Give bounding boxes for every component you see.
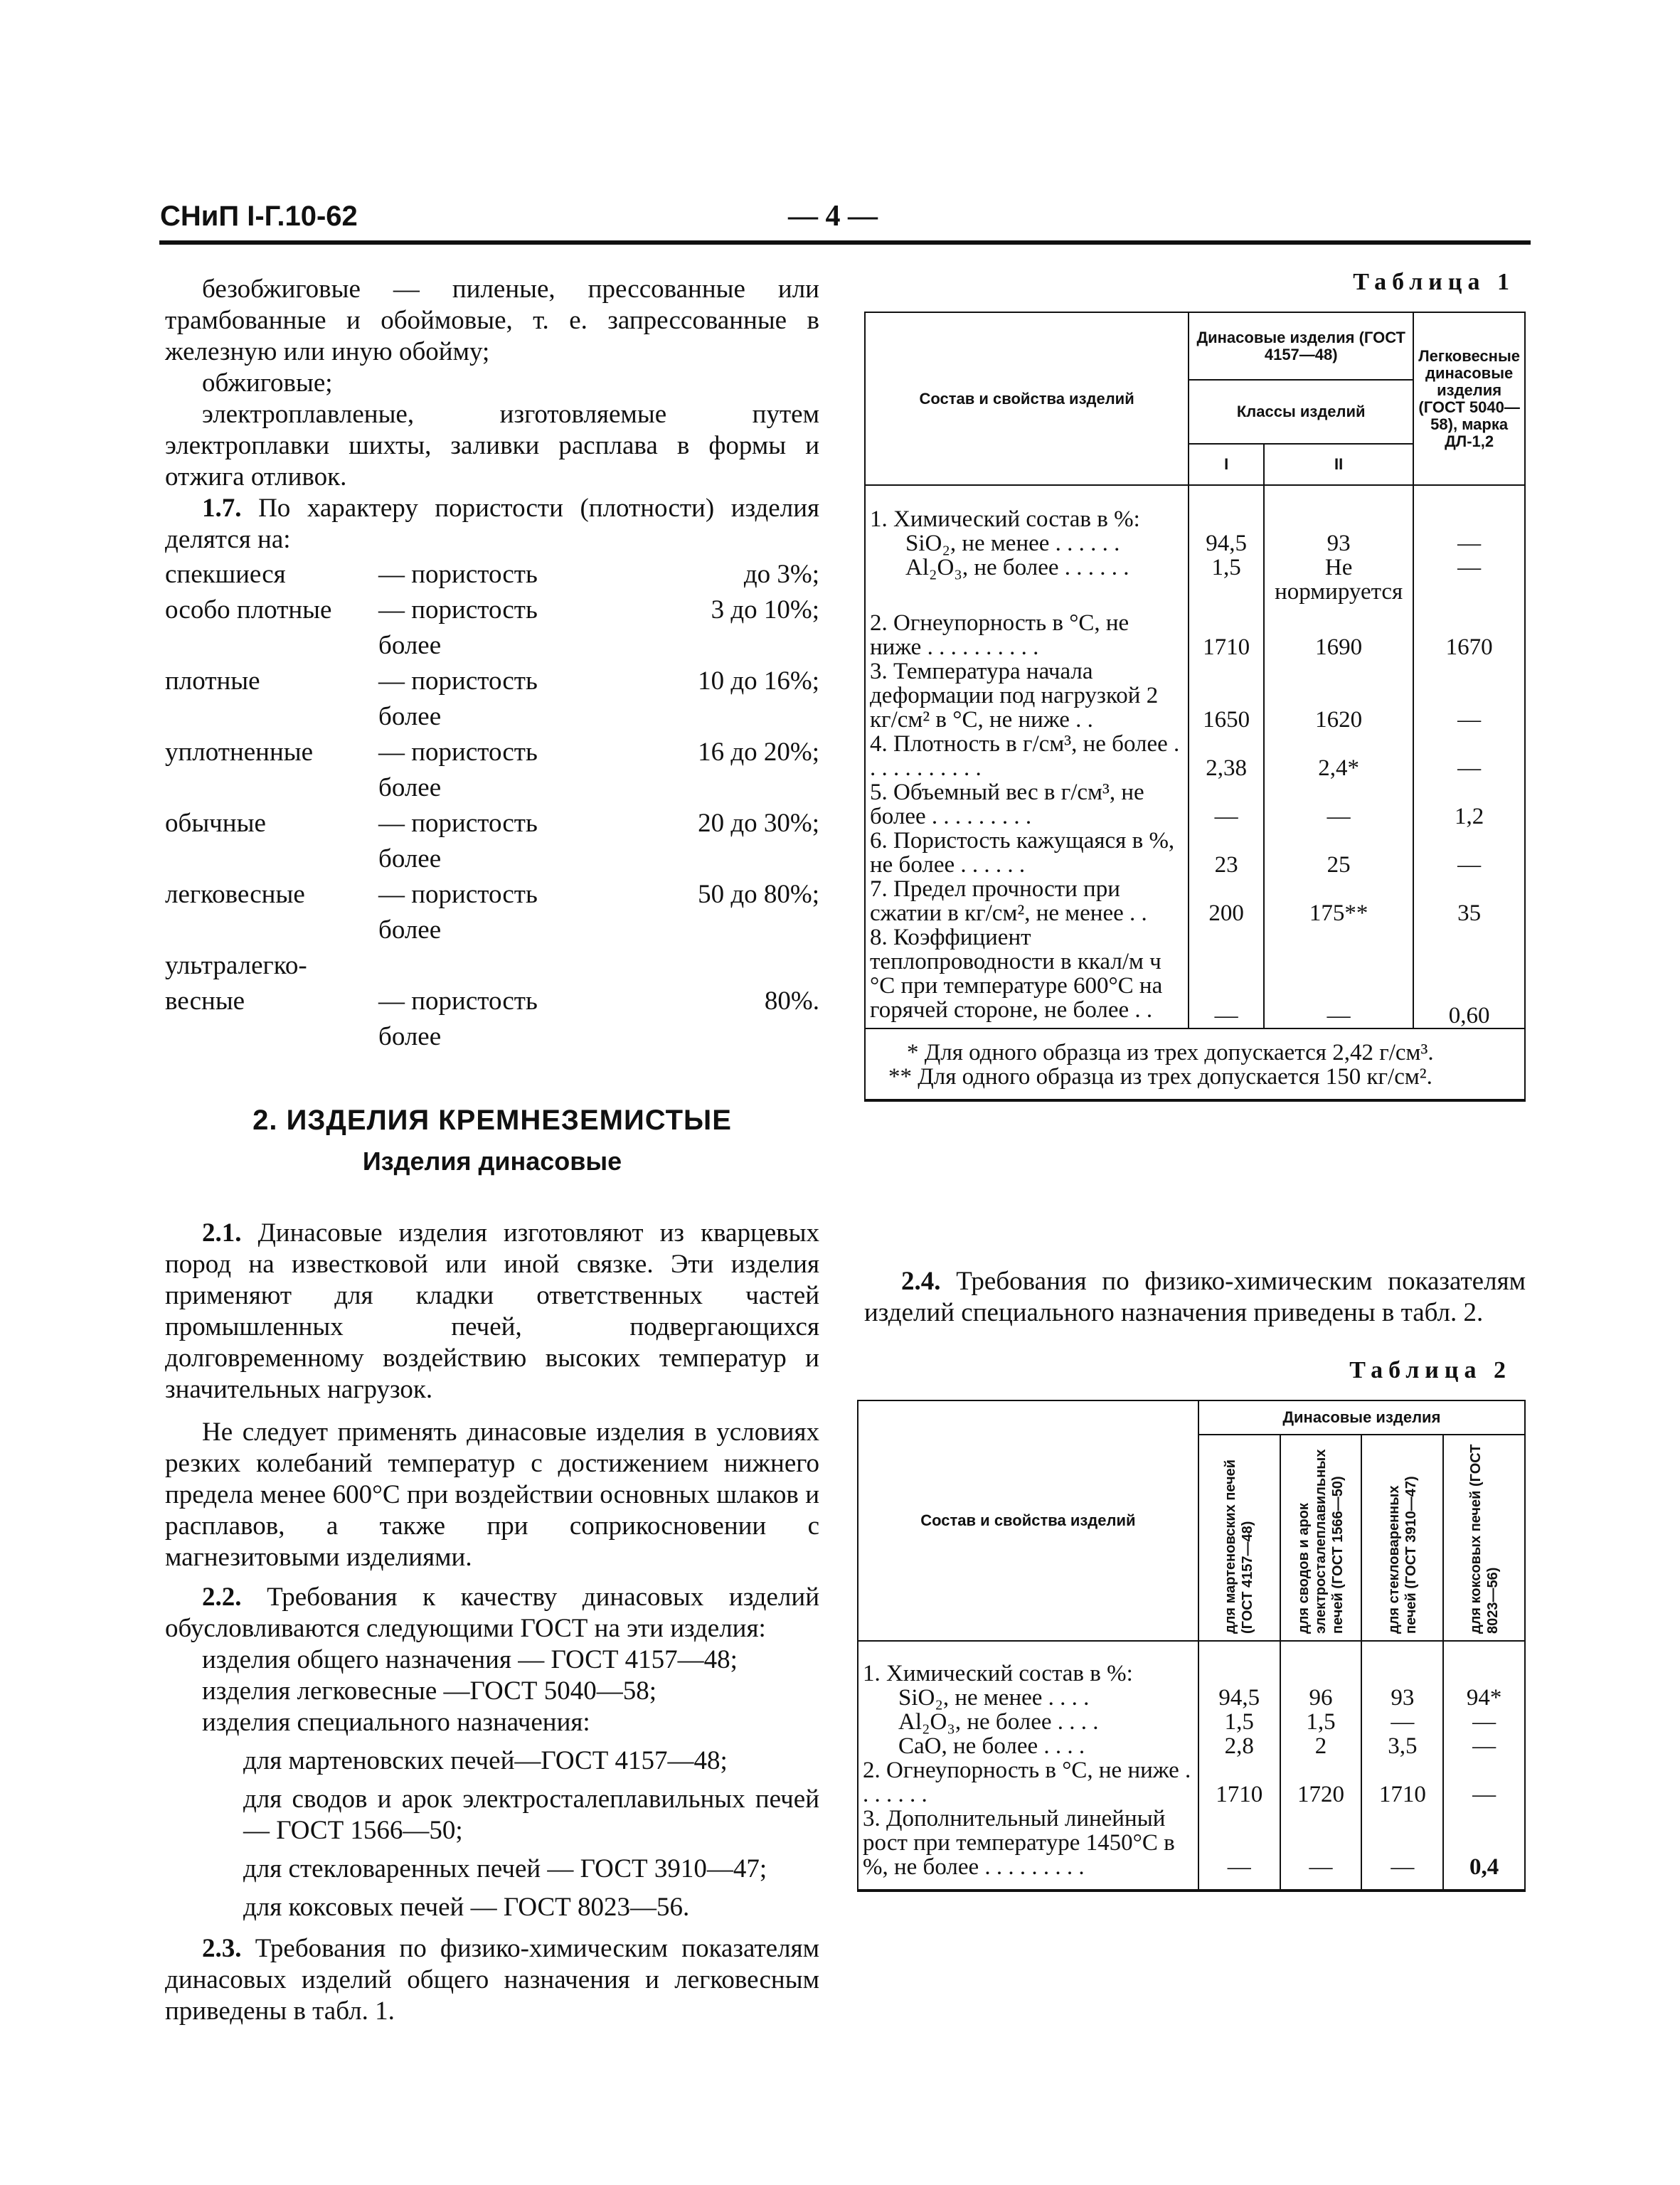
gost-subitem: для сводов и арок электросталеплавильных печей — ГОСТ 1566—50; [243, 1785, 819, 1845]
header-rule [159, 240, 1531, 245]
paragraph-2-1 [165, 1218, 819, 1405]
paragraph-text: Требования к качеству динасовых изделий обусловливаются следующими ГОСТ на эти изделия: [165, 1583, 819, 1643]
table-row-name: 2. Огнеупорность в °С, не ниже . . . . . . . . . . [865, 604, 1189, 659]
table-1 [864, 312, 1526, 1102]
table-row-name: 8. Коэффициент теплопроводности в ккал/м ч °С при температуре 600°С на горячей стороне, не более . . [865, 925, 1189, 1028]
table-cell: 1690 [1264, 604, 1413, 659]
table-cell: — [1189, 925, 1264, 1028]
gost-subitem: для стекловаренных печей — ГОСТ 3910—47; [243, 1854, 767, 1883]
table-cell: — [1264, 925, 1413, 1028]
table-row-name: SiO₂, не менее . . . . [858, 1686, 1198, 1710]
table-cell: 1710 [1189, 604, 1264, 659]
paragraph-2-4 [864, 1266, 1526, 1329]
table-cell: — [1361, 1807, 1443, 1891]
table-2-header-col: для стекловаренных печей (ГОСТ 3910—47) [1361, 1435, 1443, 1641]
footnote: ** Для одного образца из трех допускается 150 кг/см². [888, 1064, 1432, 1090]
table-row-name: 3. Дополнительный линейный рост при температуре 1450°С в %, не более . . . . . . . . . [858, 1807, 1198, 1891]
gost-item: изделия специального назначения: [202, 1708, 590, 1737]
porosity-row: легковесные — пористость более 50 до 80%; [165, 880, 819, 945]
left-column [165, 274, 819, 2027]
table-row-name: 1. Химический состав в %: [865, 485, 1189, 531]
page-number: — 4 — [788, 200, 878, 233]
section-subtitle: Изделия динасовые [362, 1147, 622, 1176]
porosity-row: весные — пористость более 80%. [165, 987, 819, 1051]
table-cell: 1620 [1264, 659, 1413, 732]
table-cell: 1,5 [1198, 1710, 1280, 1734]
table-cell: — [1413, 555, 1525, 604]
footnote: * Для одного образца из трех допускается 2,42 г/см³. [907, 1040, 1434, 1065]
table-cell: — [1413, 659, 1525, 732]
paragraph-1-7 [165, 493, 819, 555]
table-2 [857, 1400, 1526, 1892]
table-cell: 1,5 [1189, 555, 1264, 604]
paragraph-2-3 [165, 1933, 819, 2027]
table-cell: 93 [1361, 1686, 1443, 1710]
section-title: 2. ИЗДЕЛИЯ КРЕМНЕЗЕМИСТЫЕ [252, 1105, 732, 1136]
table-cell: — [1189, 780, 1264, 829]
table-cell: — [1443, 1758, 1525, 1807]
table-cell: 2 [1280, 1734, 1362, 1758]
intro-item: безобжиговые — пиленые, прессованные или трамбованные и обоймовые, т. е. запрессованные в железную или иную обойму; [165, 275, 819, 366]
table-cell: 96 [1280, 1686, 1362, 1710]
table-cell: — [1361, 1710, 1443, 1734]
porosity-row: плотные — пористость более 10 до 16%; [165, 666, 819, 731]
table-1-footnotes [865, 1028, 1525, 1100]
gost-subitem: для коксовых печей — ГОСТ 8023—56. [243, 1893, 690, 1922]
table-row-name: 2. Огнеупорность в °С, не ниже . . . . . . . [858, 1758, 1198, 1807]
table-cell: — [1198, 1807, 1280, 1891]
gost-item: изделия легковесные —ГОСТ 5040—58; [202, 1676, 656, 1706]
table-1-header-class-1: I [1189, 444, 1264, 485]
document-code: СНиП I-Г.10-62 [160, 201, 358, 232]
table-cell: 200 [1189, 877, 1264, 925]
table-cell: — [1443, 1710, 1525, 1734]
table-row-name: 3. Температура начала деформации под нагрузкой 2 кг/см² в °С, не ниже . . [865, 659, 1189, 732]
table-1-header-class-2: II [1264, 444, 1413, 485]
table-cell: — [1413, 732, 1525, 780]
table-cell: 1720 [1280, 1758, 1362, 1807]
paragraph-text: Требования по физико-химическим показателям изделий специального назначения приведены в табл. 2. [864, 1267, 1526, 1327]
table-cell: — [1264, 780, 1413, 829]
table-cell: 1670 [1413, 604, 1525, 659]
table-cell: 1,5 [1280, 1710, 1362, 1734]
table-cell: 2,38 [1189, 732, 1264, 780]
table-cell: — [1280, 1807, 1362, 1891]
table-cell: 35 [1413, 877, 1525, 925]
table-2-header-col: для коксовых печей (ГОСТ 8023—56) [1443, 1435, 1525, 1641]
table-1-header-dinas: Динасовые изделия (ГОСТ 4157—48) [1189, 312, 1413, 380]
paragraph-number: 1.7. [202, 494, 242, 523]
table-cell: 25 [1264, 829, 1413, 877]
table-cell: 2,8 [1198, 1734, 1280, 1758]
table-cell: 2,4* [1264, 732, 1413, 780]
table-cell: 0,60 [1413, 925, 1525, 1028]
table-2-header-col: для сводов и арок электросталеплавильных печей (ГОСТ 1566—50) [1280, 1435, 1362, 1641]
table-cell: Не нормируется [1264, 555, 1413, 604]
table-cell: 23 [1189, 829, 1264, 877]
porosity-row: уплотненные — пористость более 16 до 20%; [165, 738, 819, 802]
gost-subitem: для мартеновских печей—ГОСТ 4157—48; [243, 1746, 728, 1775]
table-cell: — [1413, 531, 1525, 555]
paragraph-number: 2.3. [202, 1934, 242, 1963]
table-cell: 93 [1264, 531, 1413, 555]
paragraph-number: 2.2. [202, 1583, 242, 1612]
paragraph-text: По характеру пористости (плотности) изделия делятся на: [165, 494, 820, 554]
table-1-header-light: Легковесные динасовые изделия (ГОСТ 5040—58), марка ДЛ-1,2 [1413, 312, 1525, 485]
porosity-list [165, 557, 819, 1055]
intro-item: электроплавленые, изготовляемые путем электроплавки шихты, заливки расплава в формы и отжига отливок. [165, 400, 819, 491]
table-2-header-dinas: Динасовые изделия [1198, 1400, 1525, 1435]
table-cell: — [1413, 829, 1525, 877]
table-row-name: 4. Плотность в г/см³, не более . . . . . . . . . . . [865, 732, 1189, 780]
porosity-row: особо плотные — пористость более 3 до 10%; [165, 595, 819, 660]
table-1-caption: Таблица 1 [1353, 269, 1515, 295]
paragraph-2-1b: Не следует применять динасовые изделия в условиях резких колебаний температур с достижением нижнего предела менее 600°С при воздействии основных шлаков и расплавов, а также при соприкосновении с магнезитовыми изделиями. [165, 1418, 819, 1572]
table-row-name: Al₂O₃, не более . . . . [858, 1710, 1198, 1734]
table-2-header-col: для мартеновских печей (ГОСТ 4157—48) [1198, 1435, 1280, 1641]
table-cell: 94,5 [1189, 531, 1264, 555]
table-cell: 94* [1443, 1686, 1525, 1710]
table-row-name: 6. Пористость кажущаяся в %, не более . . . . . . [865, 829, 1189, 877]
table-row-name: 5. Объемный вес в г/см³, не более . . . . . . . . . [865, 780, 1189, 829]
table-row-name: SiO₂, не менее . . . . . . [865, 531, 1189, 555]
table-cell: 3,5 [1361, 1734, 1443, 1758]
porosity-row: обычные — пористость более 20 до 30%; [165, 809, 819, 873]
paragraph-text: Требования по физико-химическим показателям динасовых изделий общего назначения и легковесным приведены в табл. 1. [165, 1934, 820, 2026]
table-cell: — [1443, 1734, 1525, 1758]
paragraph-number: 2.4. [901, 1267, 941, 1296]
table-cell: 0,4 [1443, 1807, 1525, 1891]
table-row-name: 7. Предел прочности при сжатии в кг/см², не менее . . [865, 877, 1189, 925]
table-row-name: Al₂O₃, не более . . . . . . [865, 555, 1189, 604]
porosity-row: ультралегко- [165, 951, 307, 980]
gost-item: изделия общего назначения — ГОСТ 4157—48; [202, 1645, 738, 1674]
table-cell: 1710 [1198, 1758, 1280, 1807]
table-1-header-classes: Классы изделий [1189, 380, 1413, 444]
table-row-name: 1. Химический состав в %: [858, 1641, 1198, 1686]
paragraph-number: 2.1. [202, 1218, 242, 1248]
table-cell: 94,5 [1198, 1686, 1280, 1710]
porosity-row: спекшиеся — пористость до 3%; [165, 560, 819, 589]
table-cell: 1650 [1189, 659, 1264, 732]
paragraph-text: Динасовые изделия изготовляют из кварцевых пород на известковой или иной связке. Эти изделия применяют для кладки ответственных частей промышленных печей, подвергающихся долговременному воздействию высоких температур и значительных нагрузок. [165, 1218, 820, 1404]
table-1-header-composition: Состав и свойства изделий [865, 312, 1189, 485]
table-cell: 1,2 [1413, 780, 1525, 829]
intro-item: обжиговые; [202, 368, 333, 398]
table-row-name: CaO, не более . . . . [858, 1734, 1198, 1758]
table-2-caption: Таблица 2 [1349, 1357, 1511, 1383]
paragraph-2-2 [165, 1582, 819, 1644]
table-cell: 1710 [1361, 1758, 1443, 1807]
table-2-header-composition: Состав и свойства изделий [858, 1400, 1198, 1641]
table-cell: 175** [1264, 877, 1413, 925]
